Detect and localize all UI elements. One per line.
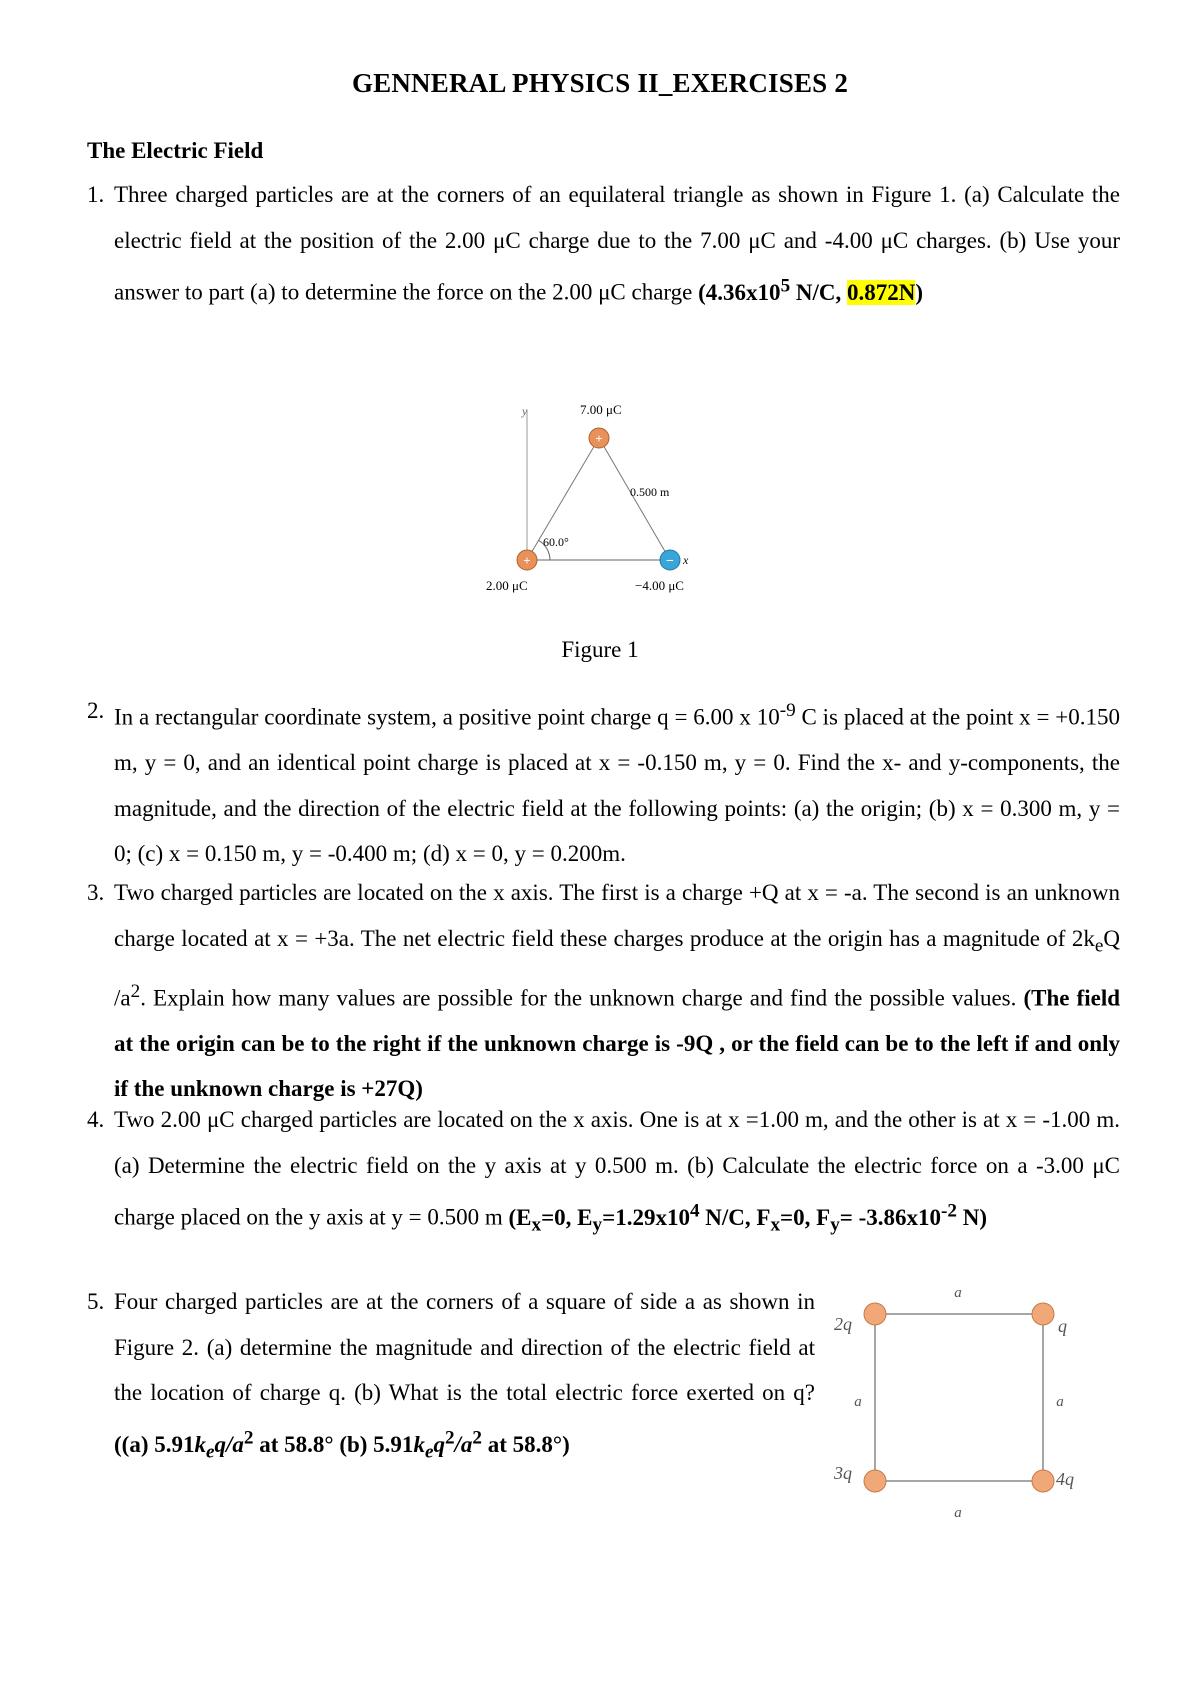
problem-2: [87, 688, 1120, 877]
answer: ((a) $5.91k_eq/a^2$ at 58.8° (b) $5.91k_eq^2/a^2$ at 58.8°): [114, 1427, 570, 1463]
problem-5: [87, 1279, 815, 1475]
answer: (The field at the origin can be to the right if the unknown charge is -9Q , or the field can be to the left if and only if the unknown charge is +27Q): [114, 985, 1120, 1102]
figure-1-triangle-diagram: [480, 398, 720, 608]
problem-number: 1.: [87, 182, 105, 207]
left-charge-label: 2.00 μC: [486, 578, 528, 593]
angle-label: 60.0°: [543, 535, 569, 549]
figure-1-caption: Figure 1: [561, 637, 639, 662]
problem-text: Four charged particles are at the corners of a square of side a as shown in Figure 2. (a) determine the magnitude and direction of the electric field at the location of charge q. (b) What is the total electric force exerted on q? ((a) $5.91k_eq/a^2$ at 58.8° (b) $5.91k_eq^2/a^2$ at 58.8°): [114, 1289, 815, 1463]
problem-text: In a rectangular coordinate system, a positive point charge q = 6.00 x $10^{-9}$ C is placed at the point x = +0.150 m, y = 0, and an identical point charge is placed at x = -0.150 m, y = 0. Find the x- and y-components, the magnitude, and the direction of the electric field at the following points: (a) the origin; (b) x = 0.300 m, y = 0; (c) x = 0.150 m, y = -0.400 m; (d) x = 0, y = 0.200m.: [114, 700, 1120, 867]
side-right-label: a: [1056, 1394, 1064, 1410]
section-heading: The Electric Field: [87, 138, 264, 163]
charge-bottom-right-sphere: [1032, 1470, 1054, 1492]
problem-text: Two 2.00 μC charged particles are located on the x axis. One is at x =1.00 m, and the other is at x = -1.00 m. (a) Determine the electric field on the y axis at y 0.500 m. (b) Calculate the electric force on a -3.00 μC charge placed on the y axis at y = 0.500 m ($E_x=0$, $E_y=1.29x10^4$ N/C, $F_x=0$, $F_y= -3.86x10^{-2}$ N): [114, 1107, 1120, 1236]
figure-2-square-diagram: [828, 1283, 1100, 1527]
charge-top-left-sphere: [864, 1303, 886, 1325]
plus-sign: +: [595, 431, 603, 446]
x-axis-label: x: [683, 553, 689, 567]
answer: ($E_x=0$, $E_y=1.29x10^4$ N/C, $F_x=0$, $F_y= -3.86x10^{-2}$ N): [508, 1200, 988, 1236]
side-bottom-label: a: [954, 1505, 962, 1521]
problem-text: Two charged particles are located on the x axis. The first is a charge +Q at x = -a. The second is an unknown charge located at x = +3a. The net electric field these charges produce at the origin has a magnitude of $2k_eQ$ $/a^2$. Explain how many values are possible for the unknown charge and find the possible values. (The field at the origin can be to the right if the unknown charge is -9Q , or the field can be to the left if and only if the unknown charge is +27Q): [114, 880, 1120, 1102]
side-top-label: a: [954, 1285, 962, 1301]
charge-top-right-label: q: [1058, 1316, 1067, 1336]
answer: ($4.36x10^5$ N/C, 0.872N): [698, 275, 924, 305]
charge-bottom-right-label: 4q: [1056, 1469, 1074, 1489]
charge-top-right-sphere: [1032, 1303, 1054, 1325]
problem-number: 4.: [87, 1107, 105, 1132]
page-title: GENNERAL PHYSICS II_EXERCISES 2: [351, 68, 849, 98]
problem-4: [87, 1097, 1120, 1248]
plus-sign: +: [523, 553, 531, 568]
charge-top-left-label: 2q: [834, 1314, 852, 1334]
charge-bottom-left-label: 3q: [834, 1463, 852, 1483]
side-left-label: a: [854, 1394, 862, 1410]
top-charge-label: 7.00 μC: [580, 402, 622, 417]
problem-number: 2.: [87, 698, 105, 723]
charge-bottom-left-sphere: [864, 1470, 886, 1492]
right-charge-label: −4.00 μC: [635, 578, 684, 593]
problem-1: [87, 172, 1120, 315]
problem-text: Three charged particles are at the corners of an equilateral triangle as shown in Figure 1. (a) Calculate the electric field at the position of the 2.00 μC charge due to the 7.00 μC and -4.00 μC charges. (b) Use your answer to part (a) to determine the force on the 2.00 μC charge ($4.36x10^5$ N/C, 0.872N): [114, 182, 1120, 305]
minus-sign: −: [666, 554, 674, 569]
problem-number: 5.: [87, 1289, 105, 1314]
problem-number: 3.: [87, 880, 105, 905]
side-length-label: 0.500 m: [630, 485, 670, 499]
y-axis-label: y: [522, 404, 528, 418]
highlighted-answer: 0.872N: [847, 279, 916, 305]
square-outline: [875, 1314, 1043, 1481]
triangle-right-side: [599, 438, 670, 560]
problem-3: [87, 870, 1120, 1112]
